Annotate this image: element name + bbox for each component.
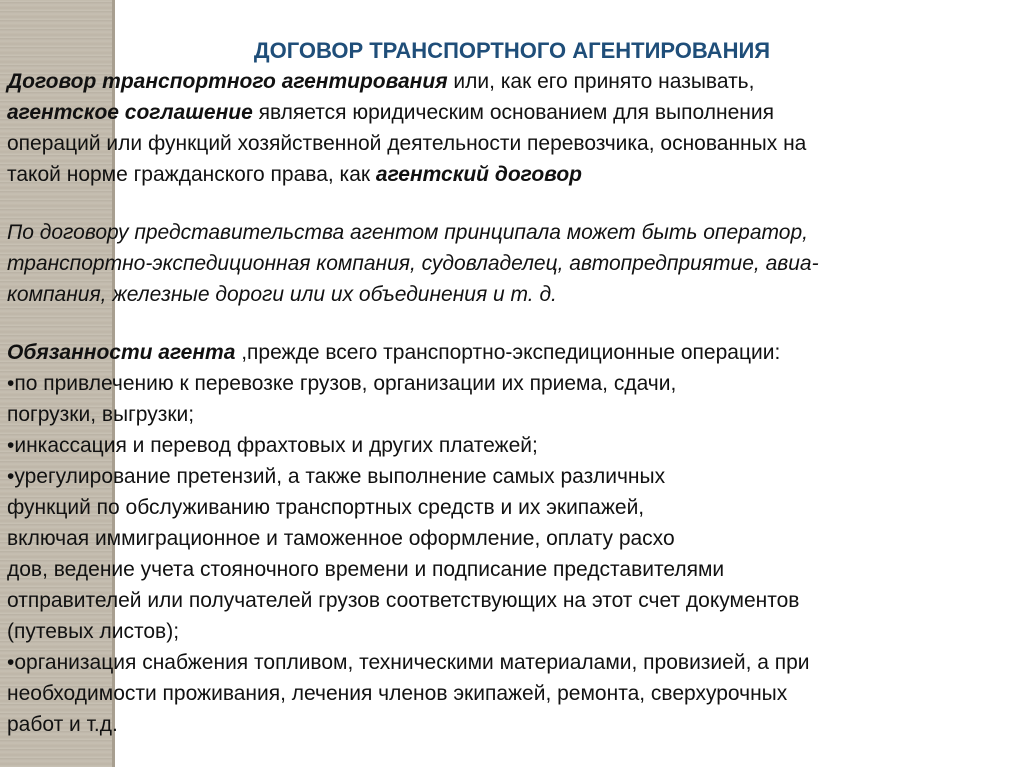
duties-line: дов, ведение учета стояночного времени и подписание представителями [7, 558, 725, 581]
paragraph-1-line-3: операций или функций хозяйственной деятельности перевозчика, основанных на [7, 132, 807, 155]
spacer [7, 190, 1017, 217]
duties-line: включая иммиграционное и таможенное оформление, оплату расхо [7, 527, 675, 550]
paragraph-2-line-2: транспортно-экспедиционная компания, судовладелец, автопредприятие, авиа- [7, 252, 819, 275]
duties-line: •организация снабжения топливом, техническими материалами, провизией, а при [7, 651, 810, 674]
duties-line: (путевых листов); [7, 620, 180, 643]
slide-content [7, 36, 1017, 740]
duties-line: необходимости проживания, лечения членов экипажей, ремонта, сверхурочных [7, 682, 788, 705]
duties-line: функций по обслуживанию транспортных средств и их экипажей, [7, 496, 645, 519]
spacer [7, 310, 1017, 337]
paragraph-2-line-3: компания, железные дороги или их объединения и т. д. [7, 283, 557, 306]
text: или, как его принято называть, [447, 70, 755, 93]
duties-line: •урегулирование претензий, а также выполнение самых различных [7, 465, 666, 488]
duties-line: отправителей или получателей грузов соответствующих на этот счет документов [7, 589, 800, 612]
term-agent-duties: Обязанности агента [7, 341, 236, 364]
paragraph-1-line-1 [7, 66, 1017, 97]
paragraph-1-line-4 [7, 159, 1017, 190]
duties-line: •по привлечению к перевозке грузов, организации их приема, сдачи, [7, 372, 677, 395]
duties-heading [7, 337, 1017, 368]
paragraph-1-line-2 [7, 97, 1017, 128]
text: ,прежде всего транспортно-экспедиционные операции: [235, 341, 781, 364]
text: такой норме гражданского права, как [7, 163, 376, 186]
term-contract: Договор транспортного агентирования [7, 70, 448, 93]
term-agreement: агентское соглашение [7, 101, 253, 124]
term-agency-contract: агентский договор [375, 163, 582, 186]
text: является юридическим основанием для выполнения [252, 101, 774, 124]
duties-line: погрузки, выгрузки; [7, 403, 195, 426]
duties-line: работ и т.д. [7, 713, 118, 736]
paragraph-2-line-1: По договору представительства агентом принципала может быть оператор, [7, 221, 808, 244]
duties-line: •инкассация и перевод фрахтовых и других платежей; [7, 434, 538, 457]
slide-title: ДОГОВОР ТРАНСПОРТНОГО АГЕНТИРОВАНИЯ [253, 38, 771, 63]
